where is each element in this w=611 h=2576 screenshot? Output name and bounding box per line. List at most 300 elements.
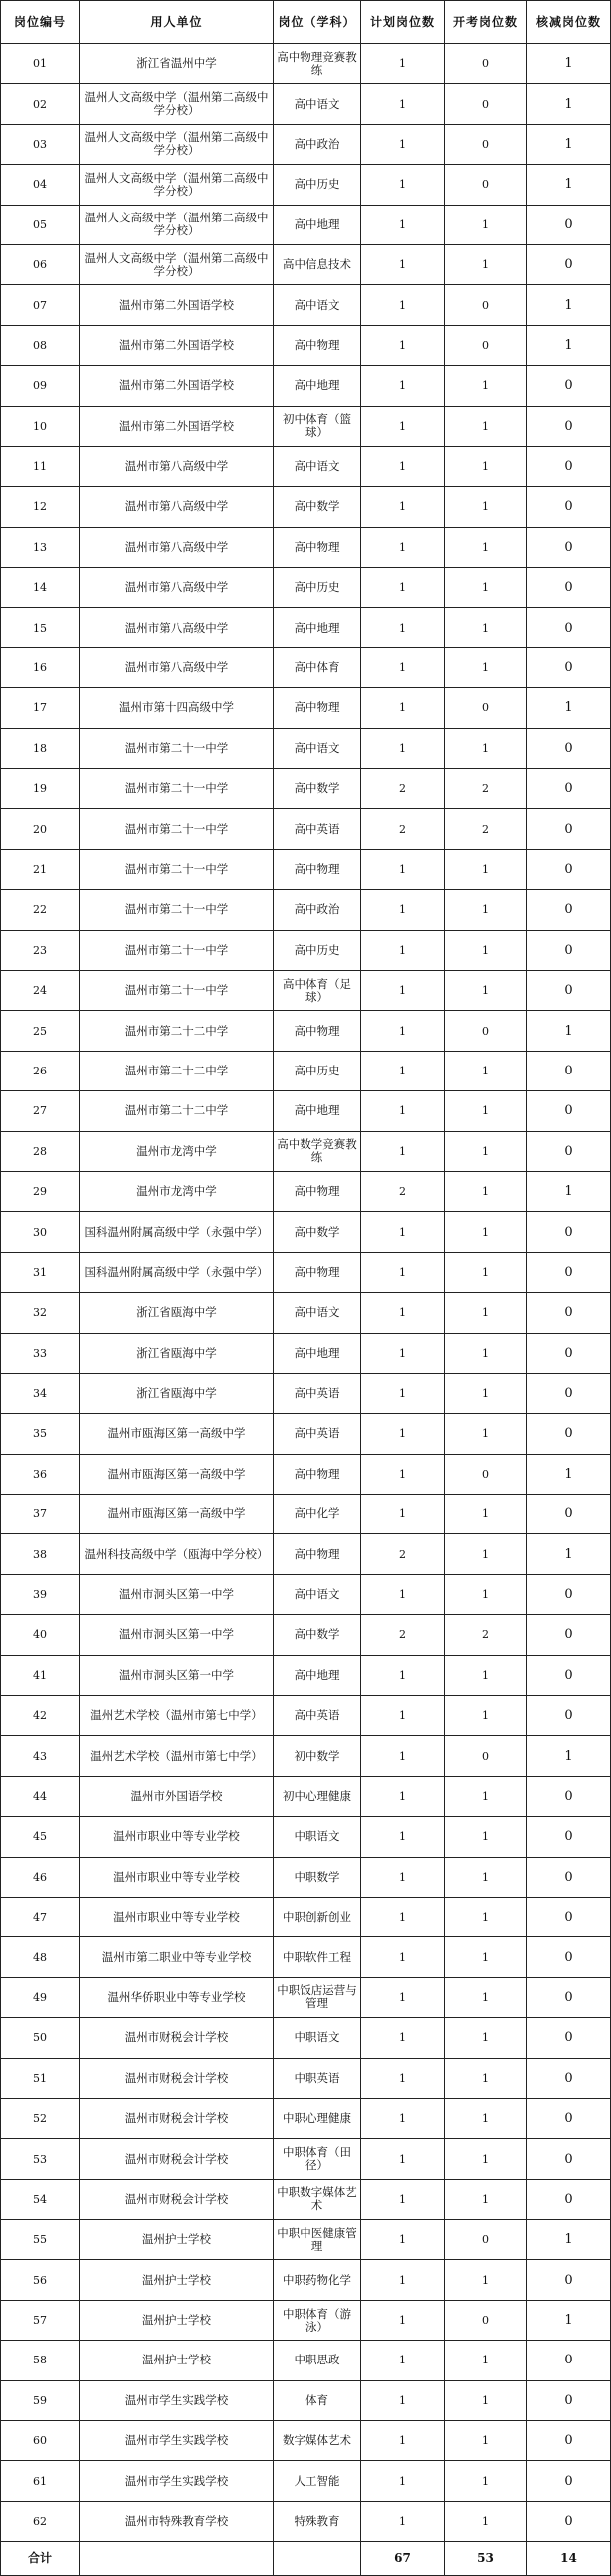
reduced-count-cell: 1 (527, 44, 611, 84)
reduced-count-cell: 0 (527, 728, 611, 768)
planned-count-cell: 1 (361, 1212, 445, 1252)
planned-count-cell: 1 (361, 325, 445, 365)
subject-cell: 高中物理竞赛教练 (274, 44, 361, 84)
open-count-cell: 1 (445, 1171, 527, 1211)
reduced-count-cell: 1 (527, 285, 611, 325)
open-count-cell: 1 (445, 1977, 527, 2017)
employer-cell: 温州市第二外国语学校 (80, 325, 274, 365)
reduced-count-cell: 0 (527, 2421, 611, 2461)
table-row (1, 1011, 611, 1051)
header-open-count: 开考岗位数 (445, 1, 527, 44)
open-count-cell: 0 (445, 165, 527, 205)
open-count-cell: 0 (445, 2300, 527, 2340)
table-row (1, 406, 611, 446)
open-count-cell: 1 (445, 527, 527, 567)
planned-count-cell: 2 (361, 769, 445, 809)
post-code-cell: 32 (1, 1293, 80, 1333)
post-code-cell: 40 (1, 1615, 80, 1655)
reduced-count-cell: 0 (527, 1655, 611, 1695)
subject-cell: 高中数学竞赛教练 (274, 1131, 361, 1171)
subject-cell: 高中语文 (274, 728, 361, 768)
reduced-count-cell: 0 (527, 1574, 611, 1614)
table-row (1, 44, 611, 84)
planned-count-cell: 1 (361, 2018, 445, 2058)
planned-count-cell: 1 (361, 2220, 445, 2260)
planned-count-cell: 1 (361, 1977, 445, 2017)
planned-count-cell: 1 (361, 1011, 445, 1051)
subject-cell: 初中心理健康 (274, 1776, 361, 1816)
post-code-cell: 08 (1, 325, 80, 365)
employer-cell: 温州市第二十一中学 (80, 728, 274, 768)
subject-cell: 高中化学 (274, 1495, 361, 1534)
table-row (1, 446, 611, 486)
subject-cell: 高中数学 (274, 487, 361, 527)
employer-cell: 温州科技高级中学（瓯海中学分校） (80, 1534, 274, 1574)
post-code-cell: 52 (1, 2098, 80, 2138)
employer-cell: 温州市瓯海区第一高级中学 (80, 1454, 274, 1494)
open-count-cell: 1 (445, 1495, 527, 1534)
table-row (1, 1857, 611, 1897)
employer-cell: 温州艺术学校（温州市第七中学） (80, 1696, 274, 1736)
reduced-count-cell: 0 (527, 1776, 611, 1816)
open-count-cell: 1 (445, 487, 527, 527)
post-code-cell: 15 (1, 608, 80, 647)
post-code-cell: 10 (1, 406, 80, 446)
open-count-cell: 1 (445, 2501, 527, 2541)
open-count-cell: 0 (445, 688, 527, 728)
planned-count-cell: 1 (361, 1495, 445, 1534)
table-row (1, 688, 611, 728)
employer-cell: 温州市第八高级中学 (80, 608, 274, 647)
table-row (1, 1615, 611, 1655)
table-row (1, 1454, 611, 1494)
reduced-count-cell: 0 (527, 1897, 611, 1936)
reduced-count-cell: 0 (527, 647, 611, 687)
planned-count-cell: 1 (361, 2139, 445, 2179)
planned-count-cell: 1 (361, 970, 445, 1010)
total-open: 53 (445, 2542, 527, 2576)
open-count-cell: 1 (445, 1051, 527, 1090)
employer-cell: 温州护士学校 (80, 2341, 274, 2380)
planned-count-cell: 1 (361, 2341, 445, 2380)
planned-count-cell: 2 (361, 809, 445, 849)
planned-count-cell: 1 (361, 1857, 445, 1897)
subject-cell: 中职中医健康管理 (274, 2220, 361, 2260)
table-row (1, 890, 611, 930)
subject-cell: 中职创新创业 (274, 1897, 361, 1936)
reduced-count-cell: 1 (527, 688, 611, 728)
planned-count-cell: 1 (361, 124, 445, 164)
open-count-cell: 1 (445, 1333, 527, 1373)
employer-cell: 温州人文高级中学（温州第二高级中学分校） (80, 84, 274, 124)
post-code-cell: 57 (1, 2300, 80, 2340)
post-code-cell: 19 (1, 769, 80, 809)
planned-count-cell: 1 (361, 2421, 445, 2461)
subject-cell: 高中数学 (274, 769, 361, 809)
open-count-cell: 1 (445, 1414, 527, 1454)
employer-cell: 温州市龙湾中学 (80, 1131, 274, 1171)
reduced-count-cell: 0 (527, 527, 611, 567)
employer-cell: 温州市洞头区第一中学 (80, 1655, 274, 1695)
reduced-count-cell: 1 (527, 1736, 611, 1776)
reduced-count-cell: 0 (527, 1212, 611, 1252)
table-row (1, 1252, 611, 1292)
reduced-count-cell: 1 (527, 1011, 611, 1051)
reduced-count-cell: 1 (527, 1171, 611, 1211)
subject-cell: 高中语文 (274, 446, 361, 486)
planned-count-cell: 1 (361, 406, 445, 446)
open-count-cell: 1 (445, 2461, 527, 2501)
planned-count-cell: 1 (361, 1131, 445, 1171)
post-code-cell: 03 (1, 124, 80, 164)
subject-cell: 中职英语 (274, 2058, 361, 2098)
table-row (1, 1495, 611, 1534)
reduced-count-cell: 0 (527, 1051, 611, 1090)
header-employer: 用人单位 (80, 1, 274, 44)
post-code-cell: 61 (1, 2461, 80, 2501)
open-count-cell: 1 (445, 1212, 527, 1252)
table-row (1, 647, 611, 687)
subject-cell: 高中英语 (274, 1373, 361, 1413)
employer-cell: 浙江省瓯海中学 (80, 1373, 274, 1413)
open-count-cell: 1 (445, 849, 527, 889)
post-code-cell: 05 (1, 205, 80, 244)
table-row (1, 1171, 611, 1211)
open-count-cell: 1 (445, 205, 527, 244)
planned-count-cell: 1 (361, 890, 445, 930)
subject-cell: 高中语文 (274, 1293, 361, 1333)
reduced-count-cell: 0 (527, 2260, 611, 2300)
reduced-count-cell: 1 (527, 325, 611, 365)
table-row (1, 205, 611, 244)
header-subject: 岗位（学科） (274, 1, 361, 44)
employer-cell: 温州市财税会计学校 (80, 2139, 274, 2179)
table-row (1, 165, 611, 205)
table-row (1, 84, 611, 124)
employer-cell: 温州市职业中等专业学校 (80, 1897, 274, 1936)
post-code-cell: 14 (1, 568, 80, 608)
table-row (1, 1977, 611, 2017)
employer-cell: 温州市财税会计学校 (80, 2098, 274, 2138)
reduced-count-cell: 1 (527, 165, 611, 205)
post-code-cell: 20 (1, 809, 80, 849)
post-code-cell: 54 (1, 2179, 80, 2219)
post-code-cell: 45 (1, 1817, 80, 1857)
subject-cell: 高中物理 (274, 1534, 361, 1574)
table-row (1, 1333, 611, 1373)
post-code-cell: 47 (1, 1897, 80, 1936)
planned-count-cell: 1 (361, 1897, 445, 1936)
subject-cell: 高中物理 (274, 1011, 361, 1051)
reduced-count-cell: 1 (527, 2220, 611, 2260)
subject-cell: 高中物理 (274, 1454, 361, 1494)
table-row (1, 2501, 611, 2541)
planned-count-cell: 2 (361, 1615, 445, 1655)
table-row (1, 1414, 611, 1454)
reduced-count-cell: 0 (527, 2341, 611, 2380)
reduced-count-cell: 0 (527, 244, 611, 284)
post-code-cell: 46 (1, 1857, 80, 1897)
subject-cell: 高中物理 (274, 325, 361, 365)
planned-count-cell: 1 (361, 1252, 445, 1292)
post-code-cell: 29 (1, 1171, 80, 1211)
employer-cell: 温州市第八高级中学 (80, 568, 274, 608)
open-count-cell: 1 (445, 1897, 527, 1936)
planned-count-cell: 1 (361, 2260, 445, 2300)
employer-cell: 温州市第二十一中学 (80, 930, 274, 970)
subject-cell: 中职数学 (274, 1857, 361, 1897)
post-code-cell: 59 (1, 2380, 80, 2420)
table-row (1, 1655, 611, 1695)
reduced-count-cell: 0 (527, 970, 611, 1010)
table-row (1, 1051, 611, 1090)
post-code-cell: 60 (1, 2421, 80, 2461)
table-row (1, 2179, 611, 2219)
subject-cell: 高中物理 (274, 688, 361, 728)
reduced-count-cell: 0 (527, 849, 611, 889)
planned-count-cell: 1 (361, 1051, 445, 1090)
subject-cell: 高中政治 (274, 890, 361, 930)
open-count-cell: 1 (445, 2098, 527, 2138)
reduced-count-cell: 0 (527, 890, 611, 930)
subject-cell: 高中地理 (274, 366, 361, 406)
employer-cell: 温州市第二十一中学 (80, 809, 274, 849)
employer-cell: 温州市第二职业中等专业学校 (80, 1937, 274, 1977)
reduced-count-cell: 0 (527, 2380, 611, 2420)
post-code-cell: 33 (1, 1333, 80, 1373)
planned-count-cell: 1 (361, 2461, 445, 2501)
post-code-cell: 48 (1, 1937, 80, 1977)
post-code-cell: 12 (1, 487, 80, 527)
planned-count-cell: 1 (361, 1454, 445, 1494)
planned-count-cell: 1 (361, 2380, 445, 2420)
open-count-cell: 0 (445, 1011, 527, 1051)
employer-cell: 温州护士学校 (80, 2260, 274, 2300)
subject-cell: 高中语文 (274, 84, 361, 124)
table-row (1, 2220, 611, 2260)
employer-cell: 温州市第八高级中学 (80, 527, 274, 567)
subject-cell: 中职语文 (274, 1817, 361, 1857)
post-code-cell: 27 (1, 1091, 80, 1131)
open-count-cell: 1 (445, 728, 527, 768)
table-row (1, 608, 611, 647)
employer-cell: 温州市龙湾中学 (80, 1171, 274, 1211)
planned-count-cell: 1 (361, 205, 445, 244)
employer-cell: 温州市财税会计学校 (80, 2018, 274, 2058)
planned-count-cell: 1 (361, 446, 445, 486)
employer-cell: 温州市瓯海区第一高级中学 (80, 1414, 274, 1454)
reduced-count-cell: 0 (527, 608, 611, 647)
planned-count-cell: 1 (361, 2179, 445, 2219)
employer-cell: 温州市职业中等专业学校 (80, 1857, 274, 1897)
table-row (1, 366, 611, 406)
post-code-cell: 51 (1, 2058, 80, 2098)
post-code-cell: 42 (1, 1696, 80, 1736)
subject-cell: 初中体育（篮球） (274, 406, 361, 446)
employer-cell: 温州市学生实践学校 (80, 2461, 274, 2501)
subject-cell: 数字媒体艺术 (274, 2421, 361, 2461)
open-count-cell: 0 (445, 84, 527, 124)
open-count-cell: 1 (445, 1776, 527, 1816)
open-count-cell: 2 (445, 809, 527, 849)
table-row (1, 325, 611, 365)
table-row (1, 487, 611, 527)
subject-cell: 中职数字媒体艺术 (274, 2179, 361, 2219)
open-count-cell: 1 (445, 1817, 527, 1857)
subject-cell: 高中语文 (274, 285, 361, 325)
open-count-cell: 1 (445, 2058, 527, 2098)
employer-cell: 温州人文高级中学（温州第二高级中学分校） (80, 205, 274, 244)
open-count-cell: 1 (445, 2179, 527, 2219)
open-count-cell: 0 (445, 1454, 527, 1494)
table-row (1, 1131, 611, 1171)
subject-cell: 高中物理 (274, 1171, 361, 1211)
table-row (1, 1373, 611, 1413)
employer-cell: 温州市第八高级中学 (80, 647, 274, 687)
post-code-cell: 62 (1, 2501, 80, 2541)
employer-cell: 温州市第八高级中学 (80, 446, 274, 486)
planned-count-cell: 2 (361, 1171, 445, 1211)
post-code-cell: 02 (1, 84, 80, 124)
post-code-cell: 34 (1, 1373, 80, 1413)
post-code-cell: 58 (1, 2341, 80, 2380)
table-row (1, 2341, 611, 2380)
header-reduced-count: 核减岗位数 (527, 1, 611, 44)
total-label: 合计 (1, 2542, 80, 2576)
planned-count-cell: 1 (361, 1293, 445, 1333)
reduced-count-cell: 0 (527, 205, 611, 244)
post-code-cell: 16 (1, 647, 80, 687)
post-code-cell: 13 (1, 527, 80, 567)
subject-cell: 高中政治 (274, 124, 361, 164)
subject-cell: 高中数学 (274, 1212, 361, 1252)
post-code-cell: 25 (1, 1011, 80, 1051)
reduced-count-cell: 1 (527, 84, 611, 124)
open-count-cell: 1 (445, 1937, 527, 1977)
reduced-count-cell: 0 (527, 487, 611, 527)
total-planned: 67 (361, 2542, 445, 2576)
planned-count-cell: 1 (361, 487, 445, 527)
planned-count-cell: 1 (361, 1736, 445, 1776)
subject-cell: 高中体育 (274, 647, 361, 687)
employer-cell: 温州市第二十二中学 (80, 1091, 274, 1131)
reduced-count-cell: 0 (527, 2018, 611, 2058)
table-row (1, 1897, 611, 1936)
table-body (1, 44, 611, 2542)
employer-cell: 温州市第二十一中学 (80, 890, 274, 930)
employer-cell: 温州市第二外国语学校 (80, 366, 274, 406)
table-row (1, 2380, 611, 2420)
total-reduced: 14 (527, 2542, 611, 2576)
table-row (1, 1696, 611, 1736)
employer-cell: 温州市第二十一中学 (80, 970, 274, 1010)
planned-count-cell: 1 (361, 647, 445, 687)
employer-cell: 国科温州附属高级中学（永强中学） (80, 1212, 274, 1252)
table-row (1, 970, 611, 1010)
table-row (1, 2058, 611, 2098)
open-count-cell: 1 (445, 647, 527, 687)
table-row (1, 2461, 611, 2501)
table-row (1, 2421, 611, 2461)
reduced-count-cell: 0 (527, 1333, 611, 1373)
post-code-cell: 44 (1, 1776, 80, 1816)
table-row (1, 527, 611, 567)
reduced-count-cell: 0 (527, 1091, 611, 1131)
planned-count-cell: 1 (361, 1817, 445, 1857)
employer-cell: 温州市第十四高级中学 (80, 688, 274, 728)
reduced-count-cell: 0 (527, 1817, 611, 1857)
employer-cell: 温州市特殊教育学校 (80, 2501, 274, 2541)
employer-cell: 温州市职业中等专业学校 (80, 1817, 274, 1857)
employer-cell: 温州人文高级中学（温州第二高级中学分校） (80, 244, 274, 284)
subject-cell: 高中地理 (274, 608, 361, 647)
employer-cell: 温州市第二外国语学校 (80, 285, 274, 325)
employer-cell: 温州市第二十一中学 (80, 849, 274, 889)
reduced-count-cell: 1 (527, 2300, 611, 2340)
planned-count-cell: 1 (361, 1937, 445, 1977)
subject-cell: 高中物理 (274, 849, 361, 889)
subject-cell: 高中历史 (274, 930, 361, 970)
reduced-count-cell: 0 (527, 2098, 611, 2138)
open-count-cell: 1 (445, 890, 527, 930)
subject-cell: 高中英语 (274, 809, 361, 849)
table-row (1, 285, 611, 325)
reduced-count-cell: 0 (527, 406, 611, 446)
open-count-cell: 0 (445, 2220, 527, 2260)
table-row (1, 1736, 611, 1776)
planned-count-cell: 1 (361, 849, 445, 889)
post-code-cell: 28 (1, 1131, 80, 1171)
post-code-cell: 38 (1, 1534, 80, 1574)
reduced-count-cell: 1 (527, 1534, 611, 1574)
subject-cell: 高中历史 (274, 165, 361, 205)
open-count-cell: 1 (445, 2260, 527, 2300)
planned-count-cell: 1 (361, 1574, 445, 1614)
employer-cell: 温州市洞头区第一中学 (80, 1574, 274, 1614)
subject-cell: 高中体育（足球） (274, 970, 361, 1010)
table-row (1, 1091, 611, 1131)
open-count-cell: 2 (445, 769, 527, 809)
post-code-cell: 55 (1, 2220, 80, 2260)
employer-cell: 温州护士学校 (80, 2220, 274, 2260)
employer-cell: 温州华侨职业中等专业学校 (80, 1977, 274, 2017)
planned-count-cell: 1 (361, 728, 445, 768)
open-count-cell: 0 (445, 1736, 527, 1776)
reduced-count-cell: 1 (527, 1454, 611, 1494)
planned-count-cell: 1 (361, 527, 445, 567)
subject-cell: 高中数学 (274, 1615, 361, 1655)
table-row (1, 1817, 611, 1857)
planned-count-cell: 1 (361, 1373, 445, 1413)
employer-cell: 温州护士学校 (80, 2300, 274, 2340)
employer-cell: 浙江省瓯海中学 (80, 1293, 274, 1333)
open-count-cell: 1 (445, 366, 527, 406)
reduced-count-cell: 1 (527, 124, 611, 164)
table-row (1, 568, 611, 608)
planned-count-cell: 1 (361, 2058, 445, 2098)
reduced-count-cell: 0 (527, 769, 611, 809)
subject-cell: 中职心理健康 (274, 2098, 361, 2138)
subject-cell: 中职体育（游泳） (274, 2300, 361, 2340)
subject-cell: 中职体育（田径） (274, 2139, 361, 2179)
subject-cell: 高中物理 (274, 1252, 361, 1292)
reduced-count-cell: 0 (527, 1937, 611, 1977)
post-code-cell: 01 (1, 44, 80, 84)
planned-count-cell: 1 (361, 1333, 445, 1373)
employer-cell: 温州市学生实践学校 (80, 2380, 274, 2420)
employer-cell: 温州市学生实践学校 (80, 2421, 274, 2461)
table-row (1, 930, 611, 970)
